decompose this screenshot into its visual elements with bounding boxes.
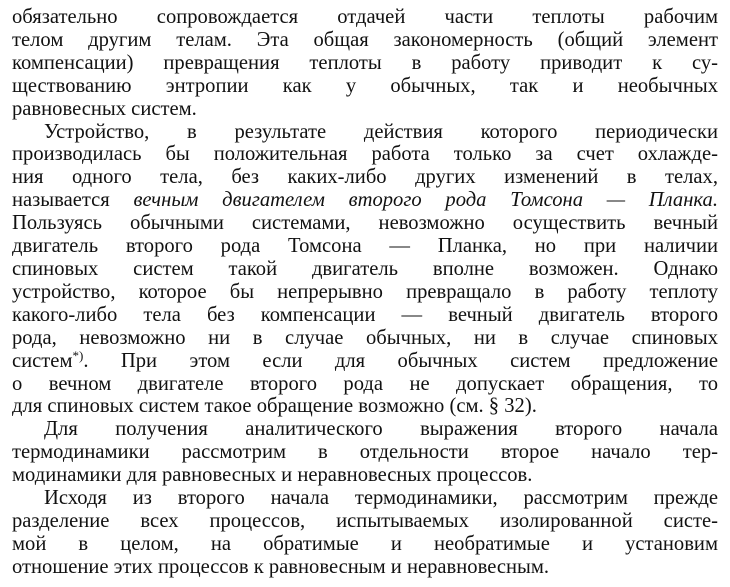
text-line: спиновых систем такой двигатель вполне возможен. Однако: [12, 257, 718, 280]
text-line: какого-либо тела без компенсации — вечный двигатель второго: [12, 303, 718, 326]
text-line: обязательно сопровождается отдачей части теплоты рабочим: [12, 6, 718, 28]
text-line: рода, невозможно ни в случае обычных, ни в случае спиновых: [12, 326, 718, 349]
paragraph-1: [12, 6, 718, 121]
text-line: для спиновых систем такое обращение возможно (см. § 32).: [12, 395, 537, 418]
footnote-mark: *): [72, 349, 84, 363]
text-line: Исходя из второго начала термодинамики, рассмотрим прежде: [44, 487, 718, 510]
paragraph-2: [12, 121, 718, 419]
text-line: разделение всех процессов, испытываемых изолированной систе-: [12, 509, 718, 532]
text-line: устройство, которое бы непрерывно превращало в работу теплоту: [12, 280, 718, 303]
text-line: Устройство, в результате действия которого периодически: [44, 120, 718, 143]
text-line: производилась бы положительная работа только за счет охлажде-: [12, 143, 718, 166]
paragraph-4: [12, 487, 718, 579]
text-line: называется вечным двигателем второго рода Томсона — Планка.: [12, 189, 718, 212]
text-line: модинамики для равновесных и неравновесных процессов.: [12, 464, 533, 487]
text-line: о вечном двигателе второго рода не допускает обращения, то: [12, 372, 718, 395]
text-line: равновесных систем.: [12, 97, 197, 120]
text-line: двигатель второго рода Томсона — Планка, но при наличии: [12, 235, 718, 258]
text-line: Для получения аналитического выражения второго начала: [44, 418, 718, 441]
text-body: [12, 6, 718, 579]
paragraph-3: [12, 418, 718, 487]
text-line: ния одного тела, без каких-либо других изменений в телах,: [12, 166, 718, 189]
text-line: отношение этих процессов к равновесным и неравновесным.: [12, 555, 550, 578]
text-line: мой в целом, на обратимые и необратимые и установим: [12, 532, 718, 555]
text-line: телом другим телам. Эта общая закономерность (общий элемент: [12, 28, 718, 51]
text-line: Пользуясь обычными системами, невозможно осуществить вечный: [12, 212, 718, 235]
text-line: компенсации) превращения теплоты в работу приводит к су-: [12, 51, 718, 74]
text-line: термодинамики рассмотрим в отдельности второе начало тер-: [12, 441, 718, 464]
text-line: систем*). При этом если для обычных систем предложение: [12, 349, 718, 372]
text-line: ществованию энтропии как у обычных, так и необычных: [12, 74, 718, 97]
italic-term: вечным двигателем второго рода Томсона — Планка.: [133, 189, 718, 212]
